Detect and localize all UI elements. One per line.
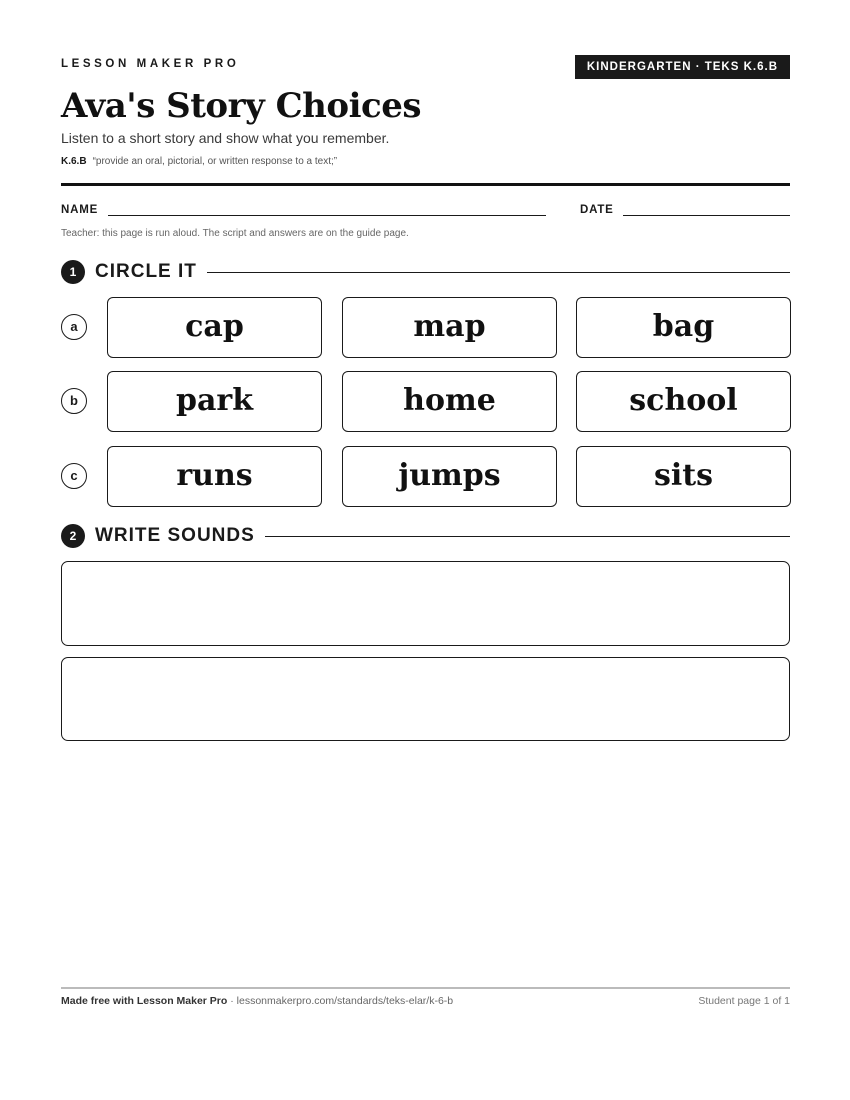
section-number: 2 bbox=[61, 524, 85, 548]
choice-runs[interactable]: runs bbox=[107, 446, 322, 507]
worksheet-page bbox=[61, 0, 790, 1100]
choice-sits[interactable]: sits bbox=[576, 446, 791, 507]
choice-park[interactable]: park bbox=[107, 371, 322, 432]
row-letter-c: c bbox=[61, 463, 87, 489]
choice-school[interactable]: school bbox=[576, 371, 791, 432]
choice-map[interactable]: map bbox=[342, 297, 557, 358]
write-box-2[interactable] bbox=[61, 657, 790, 741]
choice-cap[interactable]: cap bbox=[107, 297, 322, 358]
standard-text: “provide an oral, pictorial, or written response to a text;” bbox=[92, 156, 338, 167]
section-write-sounds-header bbox=[61, 524, 790, 548]
choice-bag[interactable]: bag bbox=[576, 297, 791, 358]
date-label: DATE bbox=[580, 204, 614, 216]
footer-credit bbox=[61, 995, 453, 1007]
name-label: NAME bbox=[61, 204, 99, 216]
page-subtitle: Listen to a short story and show what you remember. bbox=[61, 130, 390, 146]
footer-made-with: Made free with Lesson Maker Pro bbox=[61, 995, 228, 1007]
header-divider bbox=[61, 183, 790, 186]
footer-divider bbox=[61, 987, 790, 989]
choice-jumps[interactable]: jumps bbox=[342, 446, 557, 507]
name-field[interactable] bbox=[108, 215, 546, 216]
write-box-1[interactable] bbox=[61, 561, 790, 646]
section-title: CIRCLE IT bbox=[95, 261, 207, 283]
row-letter-a: a bbox=[61, 314, 87, 340]
page-title: Ava's Story Choices bbox=[61, 86, 421, 126]
brand-name: LESSON MAKER PRO bbox=[61, 58, 240, 70]
standard-line bbox=[61, 156, 337, 167]
standard-code: K.6.B bbox=[61, 156, 87, 167]
section-title: WRITE SOUNDS bbox=[95, 525, 265, 547]
grade-standard-badge: KINDERGARTEN · TEKS K.6.B bbox=[575, 55, 790, 79]
teacher-note: Teacher: this page is run aloud. The script and answers are on the guide page. bbox=[61, 228, 409, 239]
section-number: 1 bbox=[61, 260, 85, 284]
footer-page-number: Student page 1 of 1 bbox=[698, 995, 790, 1007]
row-letter-b: b bbox=[61, 388, 87, 414]
date-field[interactable] bbox=[623, 215, 790, 216]
choice-home[interactable]: home bbox=[342, 371, 557, 432]
footer-url: · lessonmakerpro.com/standards/teks-elar/k-6-b bbox=[227, 995, 454, 1007]
section-circle-it-header bbox=[61, 260, 790, 284]
